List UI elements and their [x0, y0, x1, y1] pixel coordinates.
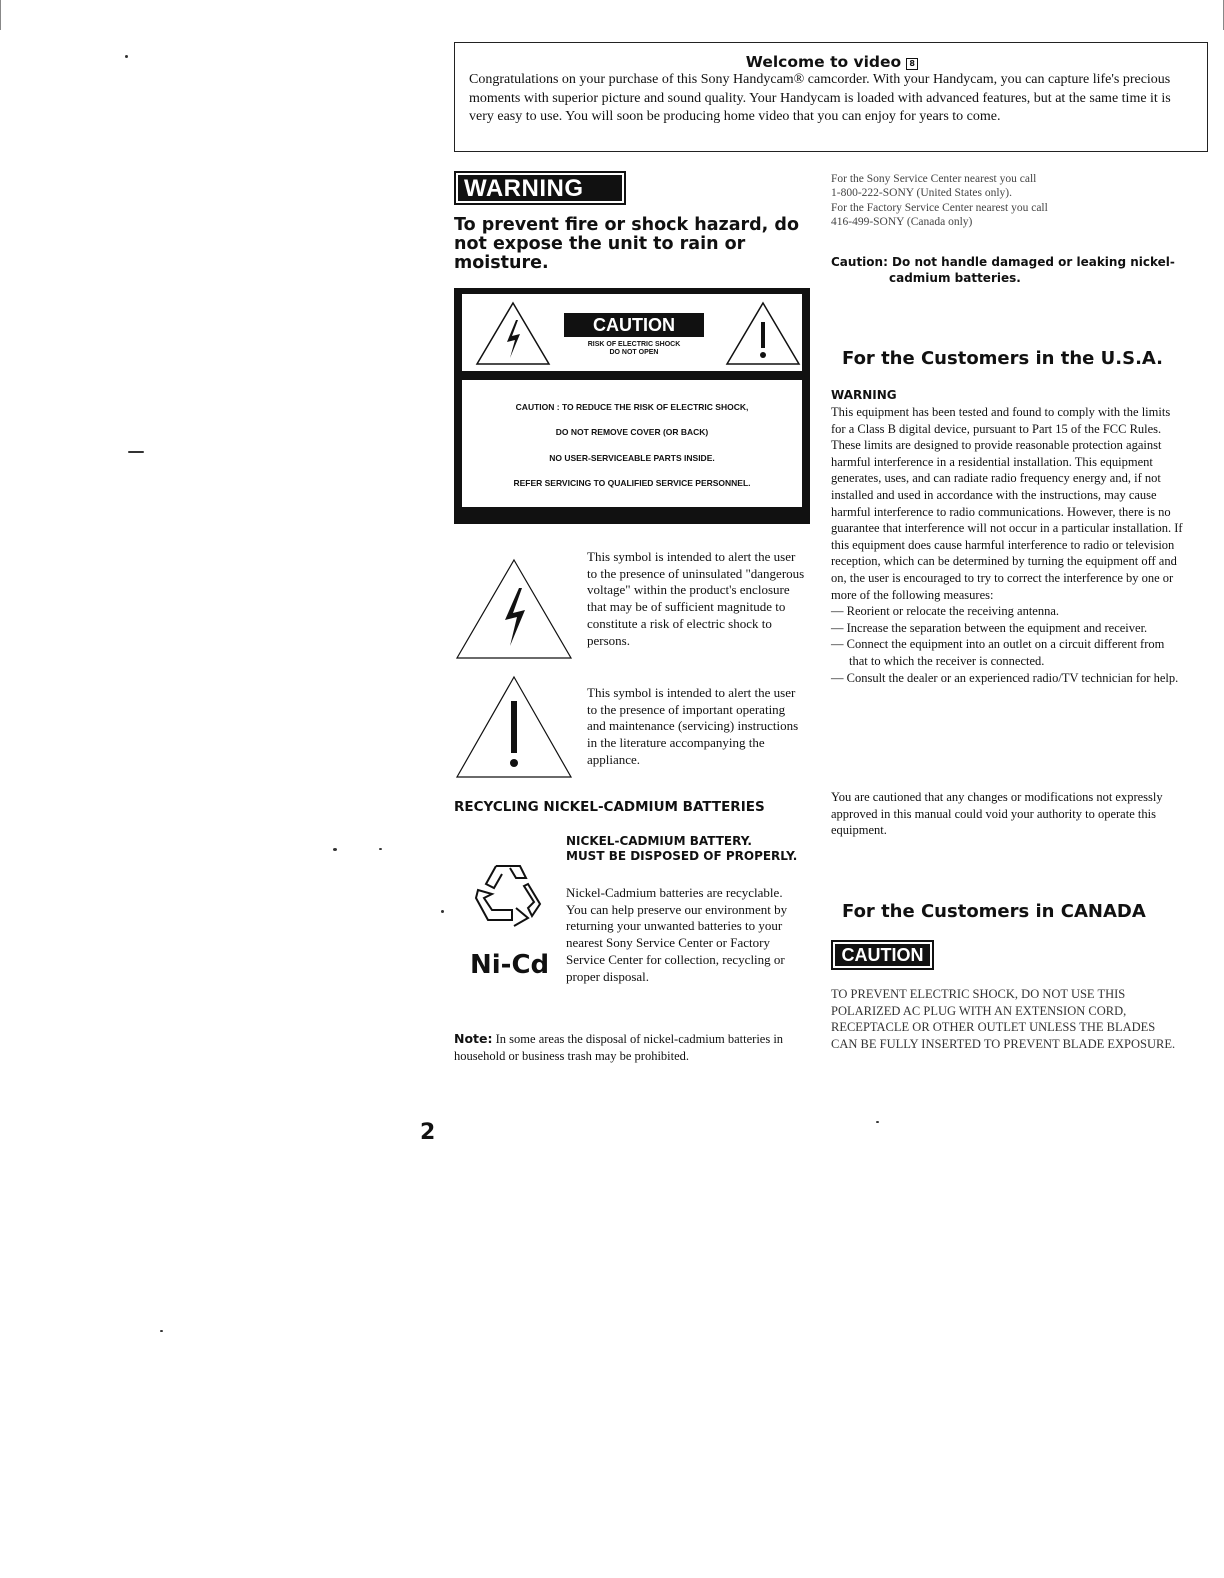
caution-risk-text — [564, 341, 704, 357]
recycling-heading: RECYCLING NICKEL-CADMIUM BATTERIES — [454, 799, 765, 815]
canada-heading: For the Customers in CANADA — [842, 901, 1146, 922]
scan-speck — [160, 1330, 163, 1332]
caution-label-bottom — [462, 380, 802, 507]
scan-speck — [125, 55, 128, 58]
battery-caution-line: cadmium batteries. — [889, 271, 1021, 285]
scan-speck — [333, 848, 337, 851]
battery-disposal-line: MUST BE DISPOSED OF PROPERLY. — [566, 849, 798, 863]
battery-recycling-body: Nickel-Cadmium batteries are recyclable. You can help preserve our environment by returning your unwanted batteries to your nearest Sony Service Center or Factory Service Center for collection, recycling or proper disposal. — [566, 885, 788, 984]
fcc-measure-item: — Consult the dealer or an experienced radio/TV technician for help. — [831, 670, 1179, 685]
exclamation-warning-icon — [724, 300, 802, 368]
caution-line: DO NOT REMOVE COVER (OR BACK) — [555, 427, 709, 437]
disposal-note — [454, 1031, 794, 1064]
battery-caution — [831, 254, 1181, 286]
battery-disposal-notice — [566, 834, 797, 864]
canada-caution-badge — [831, 940, 934, 970]
welcome-title — [455, 53, 1209, 71]
caution-risk-line: DO NOT OPEN — [609, 349, 659, 356]
service-center-info — [831, 172, 1161, 229]
note-label: Note: — [454, 1031, 493, 1046]
warning-text: To prevent fire or shock hazard, do not expose the unit to rain or moisture. — [454, 215, 799, 273]
exclamation-symbol-text: This symbol is intended to alert the user to the presence of important operating and maintenance (servicing) instructions in the literature accompanying the appliance. — [587, 685, 799, 767]
warning-badge-text: WARNING — [458, 175, 622, 201]
lightning-warning-icon — [474, 300, 552, 368]
fcc-statement — [831, 404, 1183, 686]
caution-label-header: CAUTION — [564, 313, 704, 337]
lightning-triangle-icon — [455, 558, 573, 660]
service-center-line: 416-499-SONY (Canada only) — [831, 215, 973, 228]
warning-badge — [454, 171, 626, 205]
page-number: 2 — [420, 1120, 436, 1145]
recycle-icon — [466, 858, 550, 934]
service-center-line: For the Factory Service Center nearest you call — [831, 201, 1048, 214]
battery-disposal-line: NICKEL-CADMIUM BATTERY. — [566, 834, 752, 848]
caution-label — [454, 288, 810, 524]
video8-icon: 8 — [906, 58, 918, 70]
battery-caution-line: Caution: Do not handle damaged or leaking nickel- — [831, 255, 1175, 269]
caution-label-top — [462, 294, 802, 371]
page-edge-mark — [0, 0, 1, 30]
scan-speck — [441, 910, 444, 913]
note-body: In some areas the disposal of nickel-cadmium batteries in household or business trash may be prohibited. — [454, 1032, 784, 1063]
fcc-statement-body: This equipment has been tested and found to comply with the limits for a Class B digital device, pursuant to Part 15 of the FCC Rules. These limits are designed to provide reasonable protection against harmful interference in a residential installation. This equipment generates, uses, and can radiate radio frequency energy and, if not installed and used in accordance with the instructions, may cause harmful interference to radio communications. However, there is no guarantee that interference will not occur in a particular installation. If this equipment does cause harmful interference to radio or television reception, which can be determined by turning the equipment off and on, the user is encouraged to try to correct the interference by one or more of the following measures: — [831, 405, 1183, 602]
usa-warning-label: WARNING — [831, 388, 897, 402]
scan-speck — [379, 848, 382, 850]
scan-speck — [876, 1121, 879, 1123]
fcc-measure-item: — Reorient or relocate the receiving antenna. — [831, 604, 1060, 619]
scan-speck — [128, 451, 144, 453]
nicd-label: Ni-Cd — [470, 950, 550, 980]
fcc-measure-item: — Increase the separation between the equipment and receiver. — [831, 620, 1148, 635]
fcc-measure-item: — Connect the equipment into an outlet on a circuit different from that to which the receiver is connected. — [831, 637, 1165, 668]
welcome-body: Congratulations on your purchase of this Sony Handycam® camcorder. With your Handycam, you can capture life's precious moments with superior picture and sound quality. Your Handycam is loaded with advanced features, but at the same time it is very easy to use. You will soon be producing home video that you can enjoy for years to come. — [469, 72, 1171, 124]
canada-caution-text: TO PREVENT ELECTRIC SHOCK, DO NOT USE THIS POLARIZED AC PLUG WITH AN EXTENSION CORD, RECEPTACLE OR OTHER OUTLET UNLESS THE BLADES CAN BE FULLY INSERTED TO PREVENT BLADE EXPOSURE. — [831, 987, 1176, 1051]
usa-heading: For the Customers in the U.S.A. — [842, 348, 1164, 369]
modification-caution: You are cautioned that any changes or modifications not expressly approved in this manual could void your authority to operate this equipment. — [831, 790, 1163, 838]
exclamation-triangle-icon — [455, 675, 573, 779]
welcome-box — [454, 42, 1208, 152]
caution-line: CAUTION : TO REDUCE THE RISK OF ELECTRIC SHOCK, — [515, 402, 749, 412]
voltage-symbol-text: This symbol is intended to alert the user to the presence of uninsulated "dangerous voltage" within the product's enclosure that may be of sufficient magnitude to constitute a risk of electric shock to persons. — [587, 549, 805, 648]
caution-line: NO USER-SERVICEABLE PARTS INSIDE. — [549, 453, 715, 463]
canada-caution-badge-text: CAUTION — [835, 944, 930, 966]
caution-line: REFER SERVICING TO QUALIFIED SERVICE PERSONNEL. — [513, 478, 751, 488]
service-center-line: For the Sony Service Center nearest you call — [831, 173, 1037, 185]
caution-risk-line: RISK OF ELECTRIC SHOCK — [587, 341, 681, 348]
service-center-line: 1-800-222-SONY (United States only). — [831, 187, 1012, 200]
welcome-title-text: Welcome to video — [745, 53, 902, 71]
